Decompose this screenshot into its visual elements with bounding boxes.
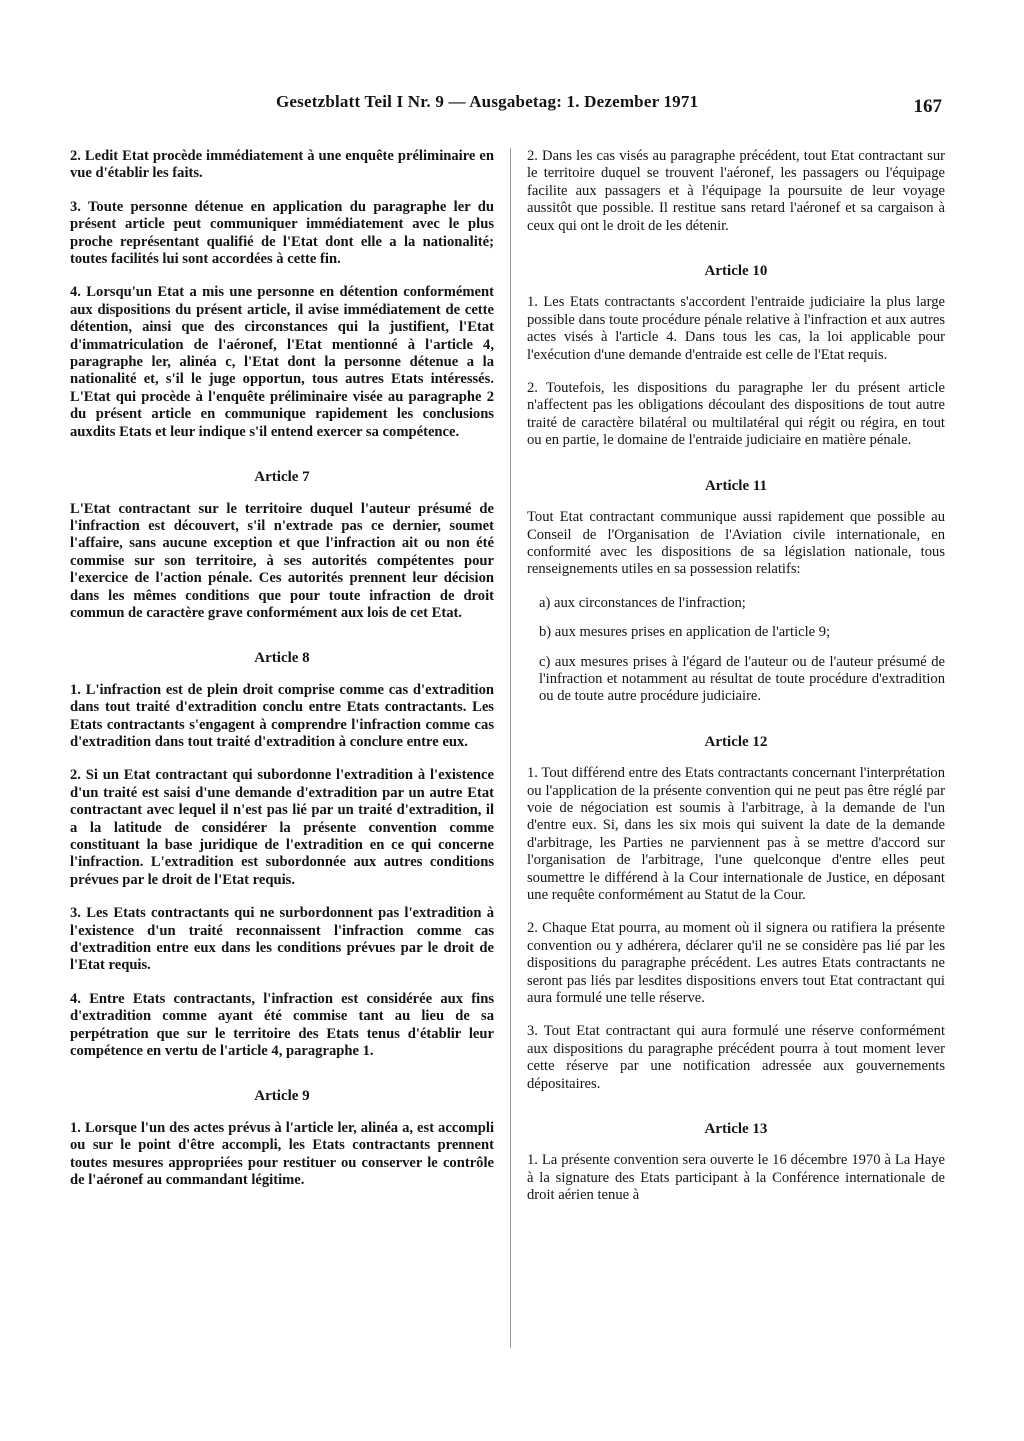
paragraph-8-1: 1. L'infraction est de plein droit comprise comme cas d'extradition dans tout traité d'extradition conclu entre Etats contractants. Les Etats contractants s'engagent à comprendre l'infraction comme cas d'extradition dans tout traité d'extradition à conclure entre eux. [70, 681, 494, 750]
paragraph-12-2: 2. Chaque Etat pourra, au moment où il signera ou ratifiera la présente convention ou y adhérera, déclarer qu'il ne se considère pas lié par les dispositions du paragraphe précédent. Les autres Etats contractants ne seront pas liés par lesdites dispositions envers tout Etat contractant qui aura formulé une telle réserve. [527, 920, 945, 1007]
paragraph-6-2: 2. Ledit Etat procède immédiatement à une enquête préliminaire en vue d'établir les faits. [70, 148, 494, 182]
article-11-item-b: b) aux mesures prises en application de l'article 9; [539, 624, 831, 641]
article-12-heading: Article 12 [704, 733, 768, 750]
paragraph-13-1: 1. La présente convention sera ouverte le 16 décembre 1970 à La Haye à la signature des Etats participant à la Conférence internationale de droit aérien tenue à [527, 1152, 945, 1204]
paragraph-10-2: 2. Toutefois, les dispositions du paragraphe ler du présent article n'affectent pas les obligations découlant des dispositions de tout autre traité de caractère bilatéral ou multilatéral qui régit ou régira, en tout ou en partie, le domaine de l'entraide judiciaire en matière pénale. [527, 380, 945, 449]
article-10-heading: Article 10 [704, 263, 768, 280]
right-column [527, 148, 945, 1221]
article-9-heading: Article 9 [254, 1088, 310, 1105]
paragraph-12-3: 3. Tout Etat contractant qui aura formulé une réserve conformément aux dispositions du paragraphe précédent pourra à tout moment lever cette réserve par une notification adressée aux gouvernements dépositaires. [527, 1023, 945, 1092]
paragraph-6-4: 4. Lorsqu'un Etat a mis une personne en détention conformément aux dispositions du présent article, il avise immédiatement de cette détention, ainsi que des circonstances qui la justifient, l'Etat d'immatriculation de l'aéronef, l'Etat mentionné à l'article 4, paragraphe ler, alinéa c, l'Etat dont la personne détenue a la nationalité et, s'il le juge opportun, tous autres Etats intéressés. L'Etat qui procède à l'enquête préliminaire visée au paragraphe 2 du présent article en communique rapidement les conclusions auxdits Etats et leur indique s'il entend exercer sa compétence. [70, 284, 494, 440]
article-11-item-a: a) aux circonstances de l'infraction; [539, 594, 746, 611]
article-7-text: L'Etat contractant sur le territoire duquel l'auteur présumé de l'infraction est découvert, s'il n'extrade pas ce dernier, soumet l'affaire, sans aucune exception et que l'infraction ait ou non été commise sur son territoire, à ses autorités compétentes pour l'exercice de l'action pénale. Ces autorités prennent leur décision dans les mêmes conditions que pour toute infraction de droit commun de caractère grave conformément aux lois de cet Etat. [70, 500, 494, 621]
paragraph-8-2: 2. Si un Etat contractant qui subordonne l'extradition à l'existence d'un traité est saisi d'une demande d'extradition par un autre Etat contractant avec lequel il n'est pas lié par un traité d'extradition, il a la latitude de considérer la présente convention comme constituant la base juridique de l'extradition en ce qui concerne l'infraction. L'extradition est subordonnée aux autres conditions prévues par le droit de l'Etat requis. [70, 767, 494, 888]
paragraph-9-2: 2. Dans les cas visés au paragraphe précédent, tout Etat contractant sur le territoire duquel se trouvent l'aéronef, les passagers ou l'équipage facilite aux passagers et à l'équipage la poursuite de leur voyage aussitôt que possible. Il restitue sans retard l'aéronef et sa cargaison à ceux qui ont le droit de les détenir. [527, 148, 945, 234]
article-11-item-c: c) aux mesures prises à l'égard de l'auteur ou de l'auteur présumé de l'infraction et notamment au résultat de toute procédure d'extradition ou de toute autre procédure judiciaire. [539, 653, 945, 705]
article-11-heading: Article 11 [704, 477, 768, 494]
left-column [70, 148, 494, 1206]
paragraph-10-1: 1. Les Etats contractants s'accordent l'entraide judiciaire la plus large possible dans toute procédure pénale relative à l'infraction et aux autres actes visés à l'article 4. Dans tous les cas, la loi applicable pour l'exécution d'une demande d'entraide est celle de l'Etat requis. [527, 294, 945, 363]
article-11-text: Tout Etat contractant communique aussi rapidement que possible au Conseil de l'Organisation de l'Aviation civile internationale, en conformité avec les dispositions de sa législation nationale, tous renseignements utiles en sa possession relatifs: [527, 509, 945, 578]
paragraph-6-3: 3. Toute personne détenue en application du paragraphe ler du présent article peut communiquer immédiatement avec le plus proche représentant qualifié de l'Etat dont elle a la nationalité; toutes facilités lui sont accordées à cette fin. [70, 198, 494, 268]
paragraph-8-4: 4. Entre Etats contractants, l'infraction est considérée aux fins d'extradition comme ayant été commise tant au lieu de sa perpétration que sur le territoire des Etats tenus d'établir leur compétence en vertu de l'article 4, paragraphe 1. [70, 990, 494, 1060]
paragraph-8-3: 3. Les Etats contractants qui ne surbordonnent pas l'extradition à l'existence d'un traité reconnaissent l'infraction comme cas d'extradition entre eux dans les conditions prévues par le droit de l'Etat requis. [70, 905, 494, 974]
gazette-title: Gesetzblatt Teil I Nr. 9 — Ausgabetag: 1. Dezember 1971 [276, 92, 699, 111]
article-8-heading: Article 8 [254, 650, 310, 667]
page-header [276, 92, 946, 124]
article-13-heading: Article 13 [704, 1121, 768, 1138]
article-7-heading: Article 7 [254, 469, 310, 486]
column-divider [510, 148, 511, 1348]
paragraph-12-1: 1. Tout différend entre des Etats contractants concernant l'interprétation ou l'application de la présente convention qui ne peut pas être réglé par voie de négociation est soumis à l'arbitrage, à la demande de l'un d'entre eux. Si, dans les six mois qui suivent la date de la demande d'arbitrage, les Parties ne parviennent pas à se mettre d'accord sur l'organisation de l'arbitrage, l'une quelconque d'entre elles peut soumettre le différend à la Cour internationale de Justice, en déposant une requête conformément au Statut de la Cour. [527, 765, 945, 903]
page-number: 167 [913, 96, 942, 117]
paragraph-9-1: 1. Lorsque l'un des actes prévus à l'article ler, alinéa a, est accompli ou sur le point d'être accompli, les Etats contractants prennent toutes mesures appropriées pour restituer ou conserver le contrôle de l'aéronef au commandant légitime. [70, 1119, 494, 1189]
